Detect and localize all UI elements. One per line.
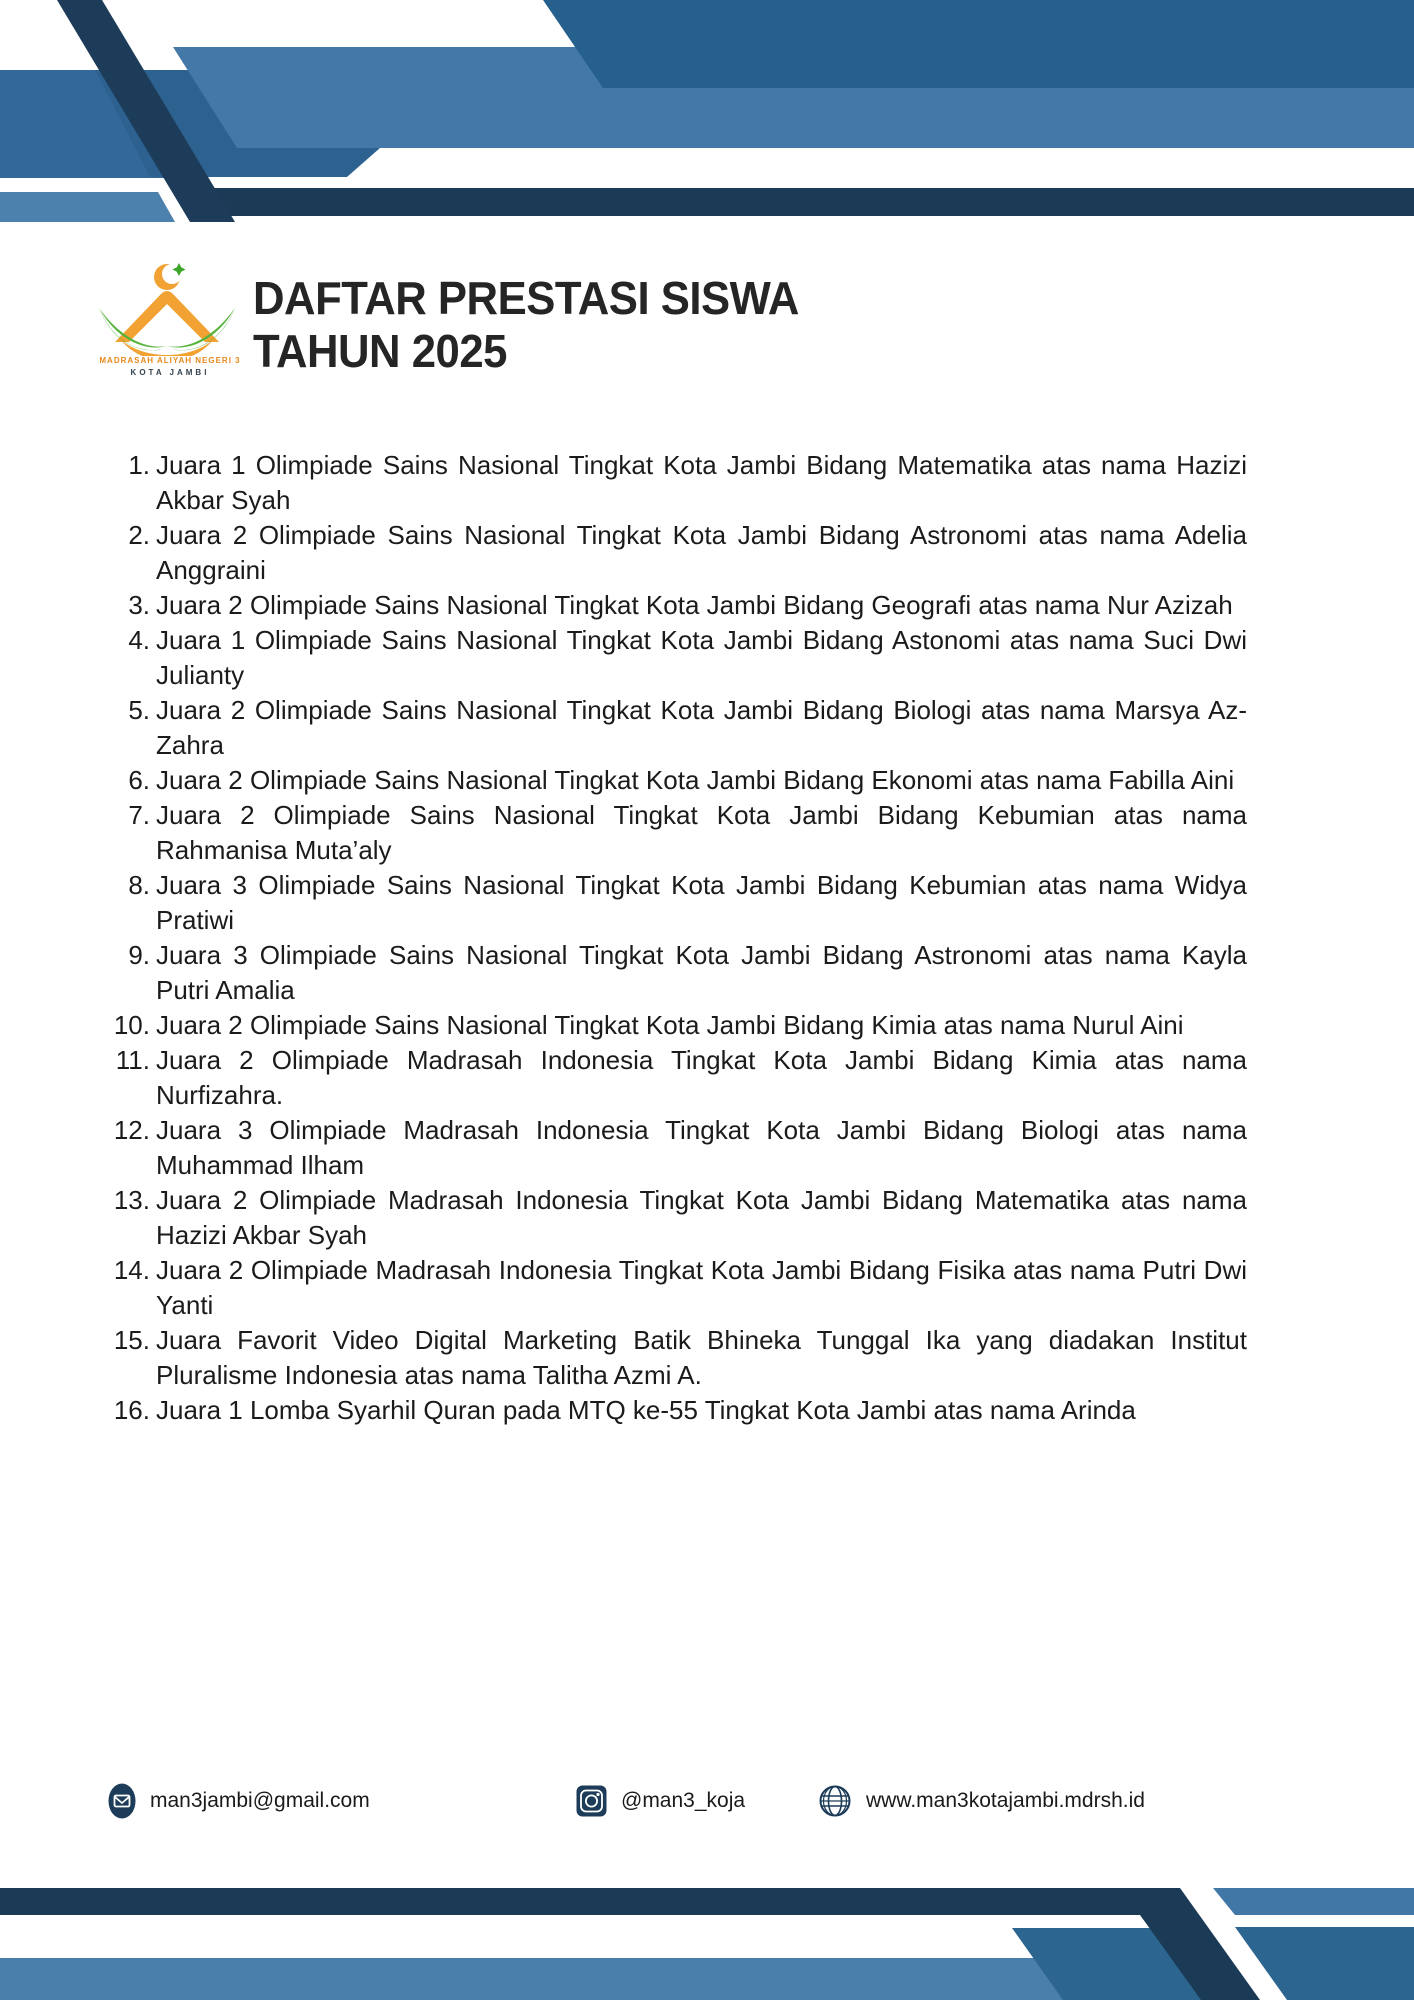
list-item-number: 12. <box>113 1115 150 1145</box>
list-item <box>100 1043 1247 1113</box>
contact-email <box>108 1781 370 1821</box>
bottom-steel-band-shape <box>0 1958 1190 2000</box>
contact-instagram <box>576 1781 745 1821</box>
list-item <box>100 1253 1247 1323</box>
list-item-number: 7. <box>128 800 150 830</box>
list-item <box>100 693 1247 763</box>
list-item-number: 11. <box>115 1045 150 1075</box>
list-item <box>100 763 1247 798</box>
instagram-icon <box>576 1785 607 1817</box>
logo-school-name: MADRASAH ALIYAH NEGERI 3 <box>99 356 241 365</box>
page-title-line1: DAFTAR PRESTASI SISWA <box>253 272 799 325</box>
top-banner-decoration <box>0 0 1414 222</box>
list-item <box>100 1183 1247 1253</box>
list-item-text: Juara 2 Olimpiade Sains Nasional Tingkat Kota Jambi Bidang Geografi atas nama Nur Azizah <box>156 590 1233 620</box>
instagram-text: @man3_koja <box>621 1789 746 1812</box>
list-item-number: 3. <box>128 590 150 620</box>
list-item <box>100 588 1247 623</box>
list-item-text: Juara 2 Olimpiade Sains Nasional Tingkat Kota Jambi Bidang Kimia atas nama Nurul Aini <box>156 1010 1184 1040</box>
list-item-text: Juara 2 Olimpiade Sains Nasional Tingkat Kota Jambi Bidang Ekonomi atas nama Fabilla Aini <box>156 765 1235 795</box>
list-item <box>100 1323 1247 1393</box>
list-item-number: 6. <box>128 765 150 795</box>
list-item-number: 16. <box>113 1395 150 1425</box>
list-item-number: 14. <box>113 1255 150 1285</box>
list-item <box>100 623 1247 693</box>
list-item <box>100 1113 1247 1183</box>
mosque-roof-icon <box>115 291 219 342</box>
bottom-right-dark-shape <box>1235 1927 1414 2000</box>
email-icon <box>108 1783 136 1819</box>
top-navy-bar-shape <box>188 188 1414 216</box>
list-item <box>100 518 1247 588</box>
list-item <box>100 1393 1247 1428</box>
list-item-text: Juara 2 Olimpiade Sains Nasional Tingkat Kota Jambi Bidang Astronomi atas nama Adelia Anggraini <box>156 520 1247 585</box>
list-item-number: 4. <box>128 625 150 655</box>
list-item-text: Juara 2 Olimpiade Sains Nasional Tingkat Kota Jambi Bidang Biologi atas nama Marsya Az-Zahra <box>156 695 1247 760</box>
page-title-line2: TAHUN 2025 <box>253 324 507 378</box>
list-item-text: Juara 3 Olimpiade Sains Nasional Tingkat Kota Jambi Bidang Kebumian atas nama Widya Pratiwi <box>156 870 1247 935</box>
list-item-number: 9. <box>128 940 150 970</box>
list-item-number: 13. <box>113 1185 150 1215</box>
list-item-text: Juara 2 Olimpiade Madrasah Indonesia Tingkat Kota Jambi Bidang Fisika atas nama Putri Dwi Yanti <box>156 1255 1247 1320</box>
globe-icon <box>818 1784 852 1818</box>
list-item-number: 8. <box>128 870 150 900</box>
school-logo-icon <box>95 256 245 356</box>
email-text: man3jambi@gmail.com <box>150 1789 370 1812</box>
list-item <box>100 868 1247 938</box>
logo-school-city: KOTA JAMBI <box>130 368 210 377</box>
bottom-banner-decoration <box>0 1888 1414 2000</box>
list-item-text: Juara 2 Olimpiade Madrasah Indonesia Tingkat Kota Jambi Bidang Matematika atas nama Hazizi Akbar Syah <box>156 1185 1247 1250</box>
list-item-text: Juara 2 Olimpiade Sains Nasional Tingkat Kota Jambi Bidang Kebumian atas nama Rahmanisa Muta’aly <box>156 800 1247 865</box>
list-item <box>100 448 1247 518</box>
list-item <box>100 798 1247 868</box>
list-item-text: Juara 1 Olimpiade Sains Nasional Tingkat Kota Jambi Bidang Matematika atas nama Hazizi Akbar Syah <box>156 450 1247 515</box>
list-item-number: 2. <box>128 520 150 550</box>
achievement-list <box>100 448 1247 1428</box>
contact-website <box>818 1781 1145 1821</box>
top-light-parallelogram-shape <box>0 192 175 222</box>
page-title <box>253 272 799 377</box>
list-item-number: 5. <box>128 695 150 725</box>
list-item-number: 1. <box>128 450 150 480</box>
list-item-text: Juara 2 Olimpiade Madrasah Indonesia Tingkat Kota Jambi Bidang Kimia atas nama Nurfizahra. <box>156 1045 1247 1110</box>
list-item <box>100 1008 1247 1043</box>
list-item-text: Juara Favorit Video Digital Marketing Batik Bhineka Tunggal Ika yang diadakan Institut Pluralisme Indonesia atas nama Talitha Azmi A. <box>156 1325 1247 1390</box>
list-item-text: Juara 3 Olimpiade Sains Nasional Tingkat Kota Jambi Bidang Astronomi atas nama Kayla Putri Amalia <box>156 940 1247 1005</box>
bottom-right-steel-shape <box>1213 1888 1414 1915</box>
leaf-book-icon <box>99 308 235 356</box>
website-text: www.man3kotajambi.mdrsh.id <box>866 1789 1145 1812</box>
list-item <box>100 938 1247 1008</box>
top-right-corner-shape <box>543 0 1414 88</box>
list-item-text: Juara 1 Olimpiade Sains Nasional Tingkat Kota Jambi Bidang Astonomi atas nama Suci Dwi Julianty <box>156 625 1247 690</box>
list-item-text: Juara 1 Lomba Syarhil Quran pada MTQ ke-55 Tingkat Kota Jambi atas nama Arinda <box>156 1395 1136 1425</box>
list-item-number: 10. <box>113 1010 150 1040</box>
list-item-text: Juara 3 Olimpiade Madrasah Indonesia Tingkat Kota Jambi Bidang Biologi atas nama Muhammad Ilham <box>156 1115 1247 1180</box>
school-logo <box>95 256 245 396</box>
list-item-number: 15. <box>113 1325 150 1355</box>
